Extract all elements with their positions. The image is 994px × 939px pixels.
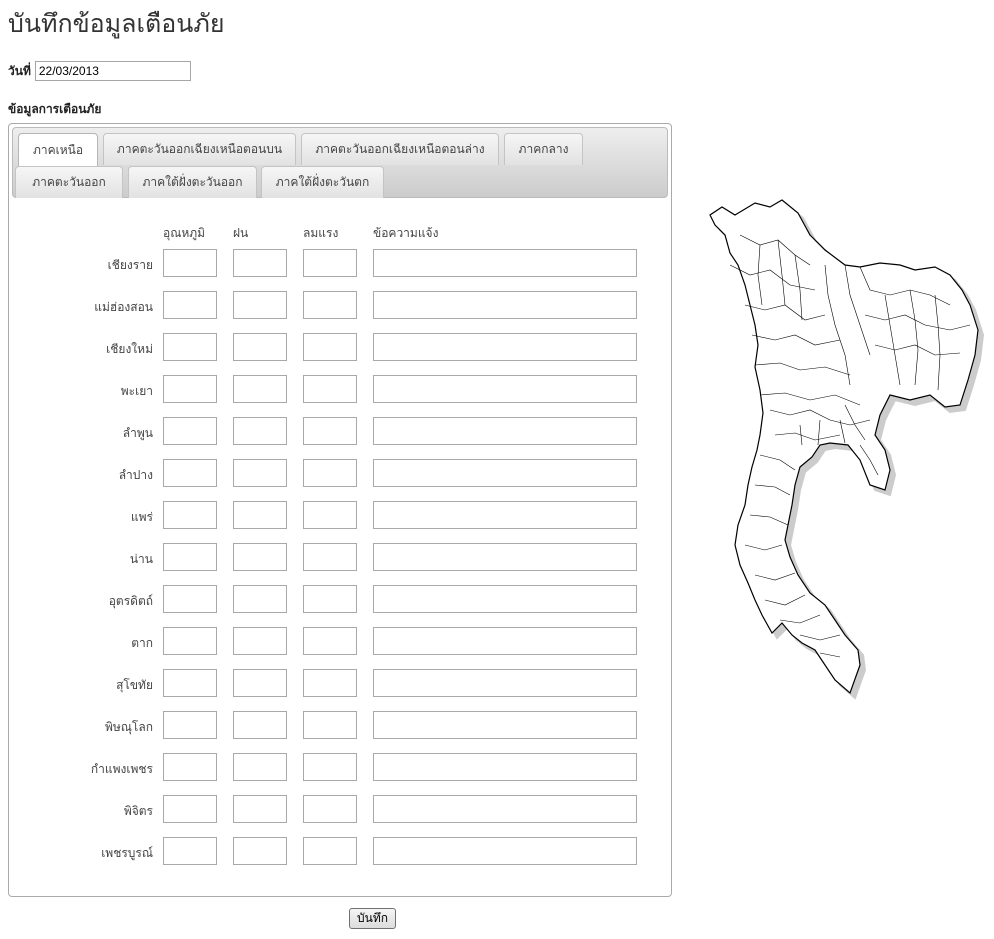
- date-row: [8, 60, 191, 82]
- wind-input[interactable]: [303, 417, 357, 445]
- temperature-input[interactable]: [163, 501, 217, 529]
- province-label: พะเยา: [120, 384, 153, 398]
- col-message: ข้อความแจ้ง: [373, 226, 439, 240]
- rain-input[interactable]: [233, 753, 287, 781]
- temperature-input[interactable]: [163, 669, 217, 697]
- message-input[interactable]: [373, 333, 637, 361]
- col-temperature: อุณหภูมิ: [163, 226, 206, 240]
- message-input[interactable]: [373, 543, 637, 571]
- message-input[interactable]: [373, 753, 637, 781]
- tab-east[interactable]: ภาคตะวันออก: [15, 166, 123, 198]
- section-label: ข้อมูลการเตือนภัย: [8, 102, 102, 116]
- tab-central[interactable]: ภาคกลาง: [504, 133, 583, 165]
- temperature-input[interactable]: [163, 375, 217, 403]
- province-label: แพร่: [130, 510, 153, 524]
- rain-input[interactable]: [233, 711, 287, 739]
- temperature-input[interactable]: [163, 291, 217, 319]
- wind-input[interactable]: [303, 669, 357, 697]
- tab-north[interactable]: ภาคเหนือ: [18, 133, 98, 167]
- page-title: บันทึกข้อมูลเตือนภัย: [8, 9, 225, 38]
- wind-input[interactable]: [303, 711, 357, 739]
- temperature-input[interactable]: [163, 543, 217, 571]
- tab-northeast-upper[interactable]: ภาคตะวันออกเฉียงเหนือตอนบน: [103, 133, 296, 165]
- wind-input[interactable]: [303, 627, 357, 655]
- wind-input[interactable]: [303, 249, 357, 277]
- rain-input[interactable]: [233, 459, 287, 487]
- date-label: วันที่: [8, 63, 31, 78]
- message-input[interactable]: [373, 837, 637, 865]
- province-label: เชียงใหม่: [106, 342, 153, 356]
- col-wind: ลมแรง: [303, 226, 339, 240]
- temperature-input[interactable]: [163, 753, 217, 781]
- wind-input[interactable]: [303, 837, 357, 865]
- province-label: อุตรดิตถ์: [108, 594, 153, 608]
- rain-input[interactable]: [233, 291, 287, 319]
- temperature-input[interactable]: [163, 333, 217, 361]
- tab-northeast-lower[interactable]: ภาคตะวันออกเฉียงเหนือตอนล่าง: [301, 133, 499, 165]
- temperature-input[interactable]: [163, 795, 217, 823]
- date-input[interactable]: [35, 61, 191, 81]
- province-label: สุโขทัย: [116, 678, 153, 692]
- message-input[interactable]: [373, 795, 637, 823]
- rain-input[interactable]: [233, 585, 287, 613]
- temperature-input[interactable]: [163, 459, 217, 487]
- rain-input[interactable]: [233, 795, 287, 823]
- message-input[interactable]: [373, 249, 637, 277]
- wind-input[interactable]: [303, 291, 357, 319]
- province-label: เชียงราย: [107, 258, 153, 272]
- thailand-map-icon: [700, 195, 988, 705]
- wind-input[interactable]: [303, 543, 357, 571]
- wind-input[interactable]: [303, 585, 357, 613]
- wind-input[interactable]: [303, 375, 357, 403]
- temperature-input[interactable]: [163, 417, 217, 445]
- province-label: แม่ฮ่องสอน: [94, 300, 153, 314]
- tab-south-east-coast[interactable]: ภาคใต้ฝั่งตะวันออก: [128, 166, 257, 198]
- message-input[interactable]: [373, 627, 637, 655]
- message-input[interactable]: [373, 711, 637, 739]
- save-button[interactable]: บันทึก: [349, 908, 396, 929]
- province-label: พิจิตร: [123, 804, 153, 818]
- rain-input[interactable]: [233, 501, 287, 529]
- rain-input[interactable]: [233, 837, 287, 865]
- rain-input[interactable]: [233, 543, 287, 571]
- province-label: ลำปาง: [118, 468, 153, 482]
- temperature-input[interactable]: [163, 711, 217, 739]
- rain-input[interactable]: [233, 669, 287, 697]
- col-rain: ฝน: [233, 226, 249, 240]
- rain-input[interactable]: [233, 417, 287, 445]
- province-label: กำแพงเพชร: [90, 762, 153, 776]
- region-tab-bar: [12, 127, 668, 198]
- temperature-input[interactable]: [163, 585, 217, 613]
- rain-input[interactable]: [233, 249, 287, 277]
- wind-input[interactable]: [303, 501, 357, 529]
- temperature-input[interactable]: [163, 627, 217, 655]
- province-label: พิษณุโลก: [104, 720, 153, 734]
- rain-input[interactable]: [233, 627, 287, 655]
- message-input[interactable]: [373, 291, 637, 319]
- rain-input[interactable]: [233, 375, 287, 403]
- province-label: ตาก: [131, 636, 153, 650]
- wind-input[interactable]: [303, 459, 357, 487]
- message-input[interactable]: [373, 501, 637, 529]
- province-label: น่าน: [129, 552, 153, 566]
- message-input[interactable]: [373, 585, 637, 613]
- message-input[interactable]: [373, 669, 637, 697]
- wind-input[interactable]: [303, 333, 357, 361]
- rain-input[interactable]: [233, 333, 287, 361]
- message-input[interactable]: [373, 375, 637, 403]
- province-label: เพชรบูรณ์: [101, 846, 153, 860]
- message-input[interactable]: [373, 417, 637, 445]
- tab-south-west-coast[interactable]: ภาคใต้ฝั่งตะวันตก: [261, 166, 384, 198]
- temperature-input[interactable]: [163, 249, 217, 277]
- message-input[interactable]: [373, 459, 637, 487]
- wind-input[interactable]: [303, 753, 357, 781]
- province-label: ลำพูน: [122, 426, 153, 440]
- wind-input[interactable]: [303, 795, 357, 823]
- temperature-input[interactable]: [163, 837, 217, 865]
